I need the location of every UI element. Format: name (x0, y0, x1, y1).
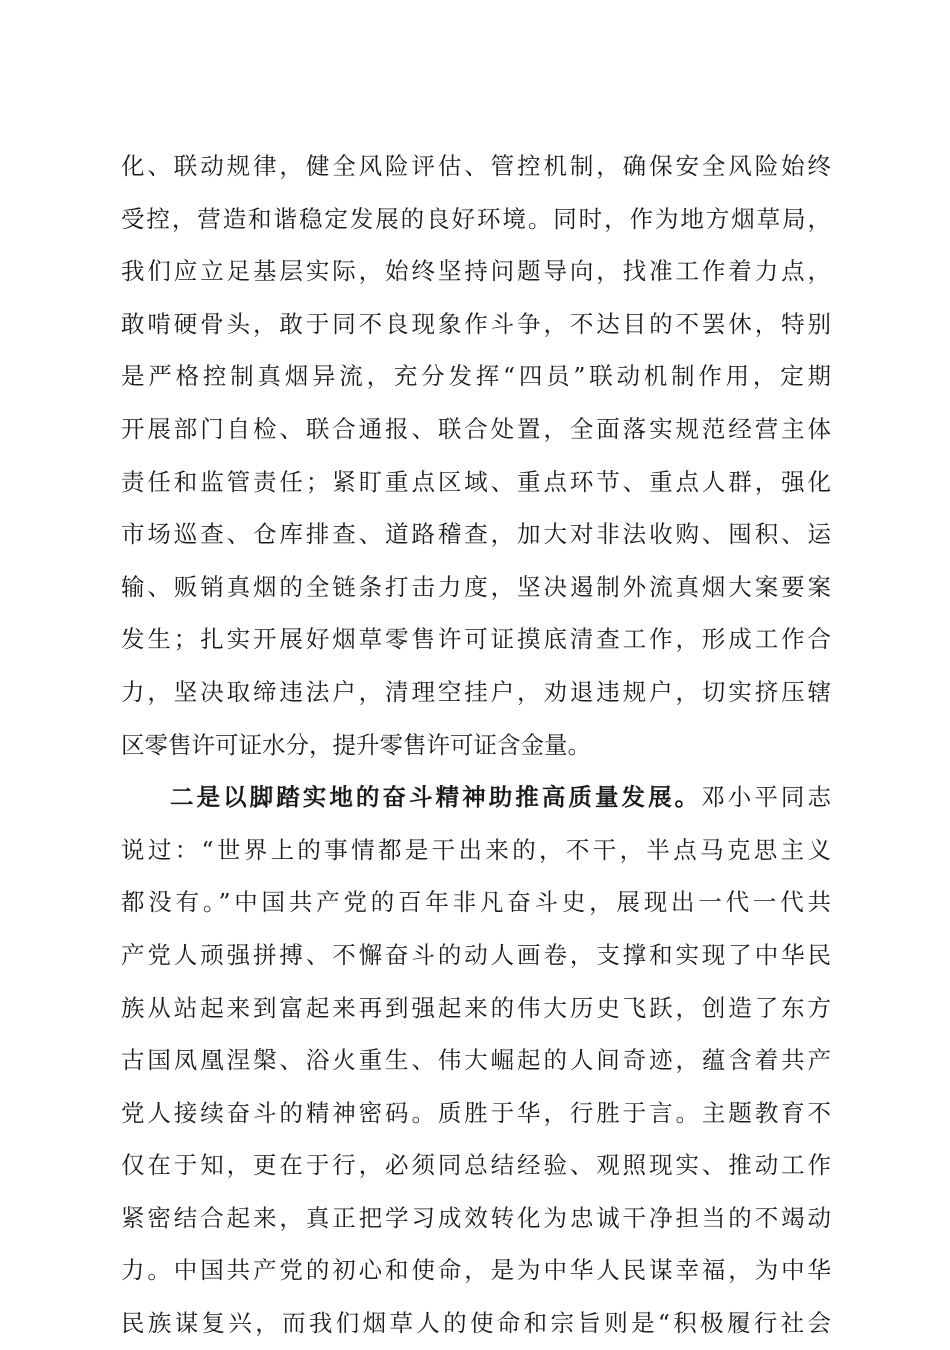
text-line: 我们应立足基层实际，始终坚持问题导向，找准工作着力点， (121, 257, 831, 286)
paragraph-2 (121, 771, 831, 1350)
paragraph-heading: 二是以脚踏实地的奋斗精神助推高质量发展。 (170, 783, 702, 812)
text-line: 力。中国共产党的初心和使命，是为中华人民谋幸福，为中华 (121, 1256, 831, 1285)
text-line: 说过：“世界上的事情都是干出来的，不干，半点马克思主义 (121, 835, 831, 864)
text-line: 民族谋复兴，而我们烟草人的使命和宗旨则是“积极履行社会 (121, 1309, 831, 1338)
text-line: 力，坚决取缔违法户，清理空挂户，劝退违规户，切实挤压辖 (121, 677, 831, 706)
text-line: 输、贩销真烟的全链条打击力度，坚决遏制外流真烟大案要案 (121, 572, 831, 601)
text-line: 都没有。”中国共产党的百年非凡奋斗史，展现出一代一代共 (121, 888, 831, 917)
paragraph-1 (121, 140, 831, 771)
paragraph-first-line (121, 771, 831, 824)
text-line: 责任和监管责任；紧盯重点区域、重点环节、重点人群，强化 (121, 467, 831, 496)
text-line: 产党人顽强拼搏、不懈奋斗的动人画卷，支撑和实现了中华民 (121, 940, 831, 969)
text-line: 仅在于知，更在于行，必须同总结经验、观照现实、推动工作 (121, 1151, 831, 1180)
text-line: 敢啃硬骨头，敢于同不良现象作斗争，不达目的不罢休，特别 (121, 309, 831, 338)
heading-continuation: 邓小平同志 (701, 783, 831, 812)
text-line: 区零售许可证水分，提升零售许可证含金量。 (121, 730, 591, 759)
text-line: 开展部门自检、联合通报、联合处置，全面落实规范经营主体 (121, 414, 831, 443)
body-text (121, 140, 831, 1350)
text-line: 紧密结合起来，真正把学习成效转化为忠诚干净担当的不竭动 (121, 1203, 831, 1232)
text-line: 化、联动规律，健全风险评估、管控机制，确保安全风险始终 (121, 152, 831, 180)
text-line: 市场巡查、仓库排查、道路稽查，加大对非法收购、囤积、运 (121, 520, 831, 549)
text-line: 族从站起来到富起来再到强起来的伟大历史飞跃，创造了东方 (121, 993, 831, 1022)
text-line: 古国凤凰涅槃、浴火重生、伟大崛起的人间奇迹，蕴含着共产 (121, 1046, 831, 1075)
text-line: 受控，营造和谐稳定发展的良好环境。同时，作为地方烟草局， (121, 204, 831, 233)
text-line: 党人接续奋斗的精神密码。质胜于华，行胜于言。主题教育不 (121, 1098, 831, 1127)
text-line: 是严格控制真烟异流，充分发挥“四员”联动机制作用，定期 (121, 362, 831, 391)
text-line: 发生；扎实开展好烟草零售许可证摸底清查工作，形成工作合 (121, 625, 831, 654)
